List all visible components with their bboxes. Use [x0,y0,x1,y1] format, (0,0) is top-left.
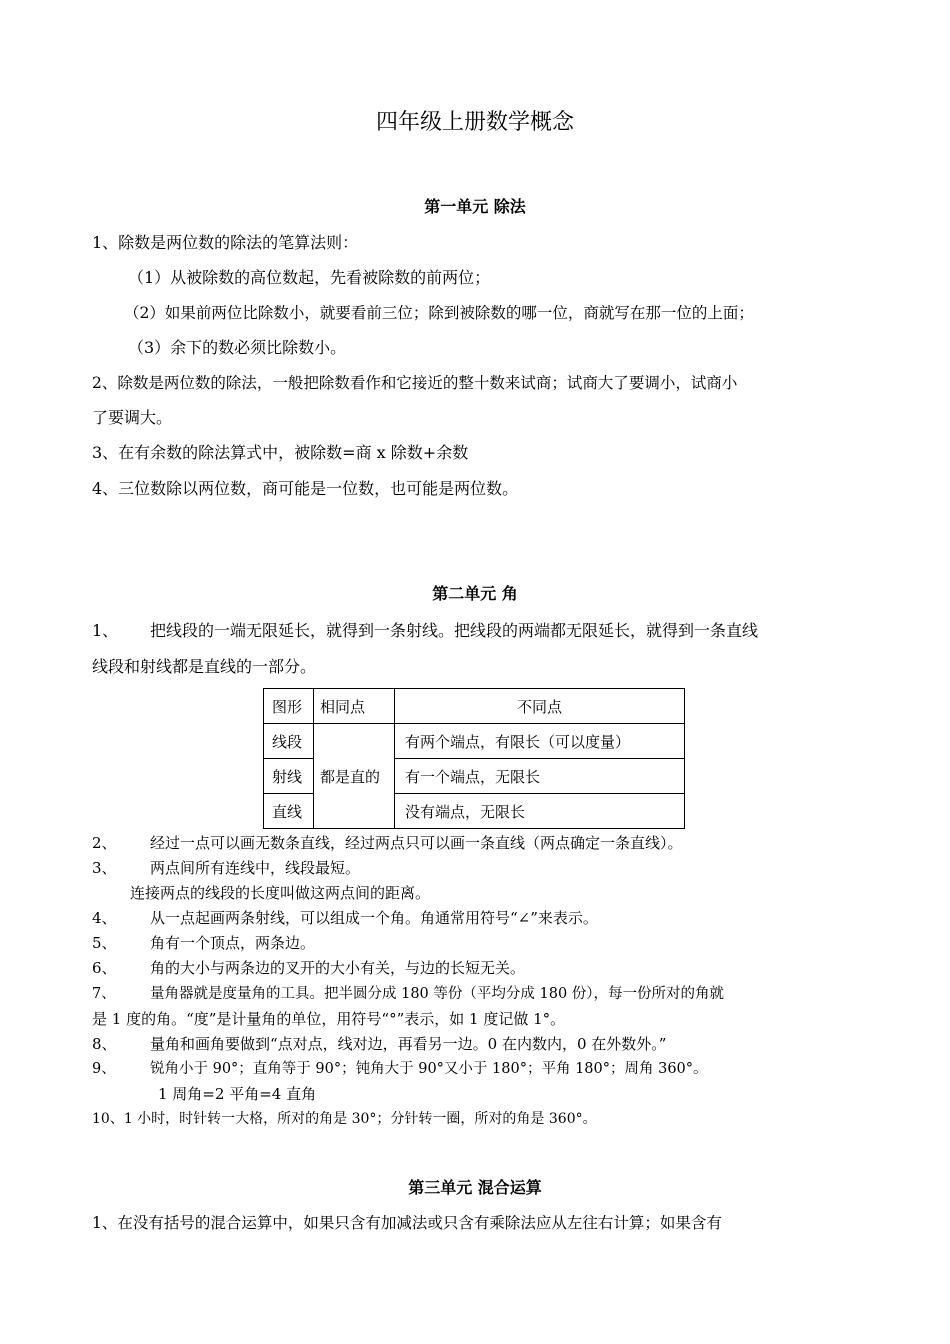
unit2-item-9 [92,1058,708,1080]
table-row [264,724,685,759]
unit2-item-8 [92,1033,666,1055]
row-diff: 有两个端点，有限长（可以度量） [395,724,685,759]
row-shape: 直线 [264,794,314,829]
item-number: 4、 [92,909,117,927]
item-text: 角的大小与两条边的叉开的大小有关，与边的长短无关。 [150,959,526,977]
unit2-item-3-cont: 连接两点的线段的长度叫做这两点间的距离。 [130,884,431,902]
unit1-heading: 第一单元 除法 [424,197,526,216]
header-diff: 不同点 [395,689,685,724]
item-text: 把线段的一端无限延长，就得到一条射线。把线段的两端都无限延长，就得到一条直线 [150,621,759,640]
item-text: 两点间所有连线中，线段最短。 [150,859,361,877]
page-title: 四年级上册数学概念 [375,110,574,135]
comparison-table [263,688,685,829]
unit2-heading: 第二单元 角 [432,584,518,603]
item-text: 从一点起画两条射线，可以组成一个角。角通常用符号“∠”来表示。 [150,909,598,927]
item-number: 7、 [92,986,116,1002]
unit2-item-2 [92,832,683,854]
item-text: 角有一个顶点，两条边。 [150,934,316,952]
item-text: 经过一点可以画无数条直线，经过两点只可以画一条直线（两点确定一条直线）。 [150,834,683,852]
unit1-item-2: 2、除数是两位数的除法，一般把除数看作和它接近的整十数来试商；试商大了要调小，试商小 [92,374,738,392]
unit2-item-7 [92,983,724,1005]
item-text: 量角器就是度量角的工具。把半圆分成 180 等份（平均分成 180 份），每一份所对的角就 [150,986,725,1002]
unit2-item-6 [92,957,525,979]
unit2-item-4 [92,907,598,929]
unit2-item-1 [92,620,758,642]
unit2-item-3 [92,857,360,879]
row-common: 都是直的 [314,724,395,829]
unit1-subitem-1: （1）从被除数的高位数起，先看被除数的前两位； [128,268,491,287]
unit2-item-10: 10、1 小时，时针转一大格，所对的角是 30°；分针转一圈，所对的角是 360°。 [92,1111,597,1127]
unit2-item-5 [92,932,315,954]
table-header-row [264,689,685,724]
unit1-item-4: 4、三位数除以两位数，商可能是一位数，也可能是两位数。 [92,479,519,498]
item-number: 6、 [92,959,117,977]
item-number: 3、 [92,859,117,877]
unit1-subitem-2: （2）如果前两位比除数小，就要看前三位；除到被除数的哪一位，商就写在那一位的上面； [124,304,754,322]
header-shape: 图形 [264,689,314,724]
unit1-subitem-3: （3）余下的数必须比除数小。 [128,338,347,357]
unit1-item-1: 1、除数是两位数的除法的笔算法则： [92,233,359,252]
item-number: 1、 [92,621,119,640]
unit2-item-1-cont: 线段和射线都是直线的一部分。 [92,657,317,676]
unit1-item-2-cont: 了要调大。 [92,408,173,427]
item-number: 5、 [92,934,117,952]
item-text: 量角和画角要做到“点对点，线对边，再看另一边。0 在内数内，0 在外数外。” [150,1035,667,1053]
item-number: 8、 [92,1035,117,1053]
unit3-heading: 第三单元 混合运算 [408,1178,542,1197]
unit1-item-3: 3、在有余数的除法算式中，被除数=商 x 除数+余数 [92,443,469,462]
item-number: 2、 [92,834,117,852]
row-diff: 没有端点，无限长 [395,794,685,829]
unit2-item-9-cont: 1 周角=2 平角=4 直角 [158,1085,317,1103]
unit2-item-7-cont: 是 1 度的角。“度”是计量角的单位，用符号“°”表示，如 1 度记做 1°。 [92,1010,566,1028]
item-number: 9、 [92,1061,116,1077]
header-common: 相同点 [314,689,395,724]
row-diff: 有一个端点，无限长 [395,759,685,794]
unit3-item-1: 1、在没有括号的混合运算中，如果只含有加减法或只含有乘除法应从左往右计算；如果含有 [92,1214,722,1232]
item-text: 锐角小于 90°；直角等于 90°；钝角大于 90°又小于 180°；平角 180°；周角 360°。 [150,1061,708,1077]
row-shape: 线段 [264,724,314,759]
row-shape: 射线 [264,759,314,794]
